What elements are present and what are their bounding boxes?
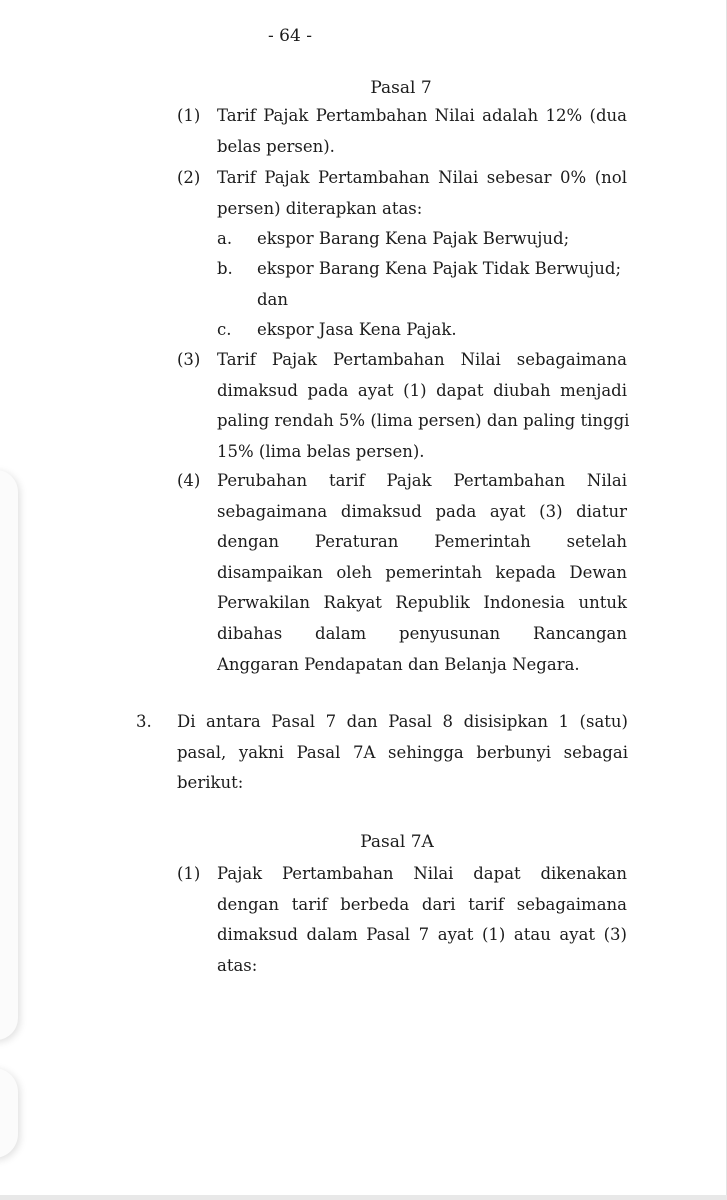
bottom-strip bbox=[0, 1195, 727, 1200]
ayat-line: Tarif Pajak Pertambahan Nilai adalah 12% (dua bbox=[217, 106, 627, 125]
ayat-line: dimaksud pada ayat (1) dapat diubah menjadi bbox=[217, 380, 627, 400]
ayat-line: Anggaran Pendapatan dan Belanja Negara. bbox=[217, 654, 580, 674]
page-number: - 64 - bbox=[268, 26, 312, 46]
ayat-number: (1) bbox=[177, 106, 201, 125]
ayat-line: dengan Peraturan Pemerintah setelah bbox=[217, 532, 627, 552]
sub-item-letter: a. bbox=[217, 229, 233, 248]
ayat-line: Perubahan tarif Pajak Pertambahan Nilai bbox=[217, 471, 627, 490]
ayat-line: sebagaimana dimaksud pada ayat (3) diatur bbox=[217, 501, 627, 521]
sub-item-line: ekspor Barang Kena Pajak Berwujud; bbox=[257, 229, 570, 248]
side-panel-edge bbox=[0, 470, 18, 1040]
ayat-line: atas: bbox=[217, 955, 258, 975]
ayat-number: (3) bbox=[177, 350, 201, 369]
sub-item-letter: b. bbox=[217, 259, 233, 278]
sub-item-line: dan bbox=[257, 289, 289, 309]
pasal-7-heading: Pasal 7 bbox=[370, 78, 432, 98]
ayat-line: dimaksud dalam Pasal 7 ayat (1) atau ayat (3) bbox=[217, 925, 627, 945]
sub-item-letter: c. bbox=[217, 320, 232, 339]
ayat-line: disampaikan oleh pemerintah kepada Dewan bbox=[217, 562, 627, 582]
ayat-line: persen) diterapkan atas: bbox=[217, 198, 423, 218]
ayat-line: dengan tarif berbeda dari tarif sebagaimana bbox=[217, 894, 627, 914]
pasal-7a-heading: Pasal 7A bbox=[360, 832, 434, 852]
amendment-number: 3. bbox=[136, 712, 152, 731]
ayat-line: Pajak Pertambahan Nilai dapat dikenakan bbox=[217, 864, 627, 883]
side-button-edge[interactable] bbox=[0, 1068, 18, 1158]
amendment-line: pasal, yakni Pasal 7A sehingga berbunyi sebagai bbox=[177, 742, 628, 762]
ayat-number: (1) bbox=[177, 864, 201, 883]
sub-item-line: ekspor Jasa Kena Pajak. bbox=[257, 320, 457, 339]
ayat-line: Perwakilan Rakyat Republik Indonesia untuk bbox=[217, 593, 627, 613]
ayat-number: (4) bbox=[177, 471, 201, 490]
ayat-line: 15% (lima belas persen). bbox=[217, 441, 425, 461]
ayat-line: Tarif Pajak Pertambahan Nilai sebagaimana bbox=[217, 350, 627, 369]
amendment-line: Di antara Pasal 7 dan Pasal 8 disisipkan 1 (satu) bbox=[177, 712, 628, 731]
amendment-line: berikut: bbox=[177, 773, 244, 793]
ayat-line: belas persen). bbox=[217, 136, 335, 156]
ayat-number: (2) bbox=[177, 168, 201, 187]
ayat-line: paling rendah 5% (lima persen) dan paling tinggi bbox=[217, 411, 630, 431]
ayat-line: dibahas dalam penyusunan Rancangan bbox=[217, 623, 627, 643]
sub-item-line: ekspor Barang Kena Pajak Tidak Berwujud; bbox=[257, 259, 622, 278]
ayat-line: Tarif Pajak Pertambahan Nilai sebesar 0% (nol bbox=[217, 168, 627, 187]
